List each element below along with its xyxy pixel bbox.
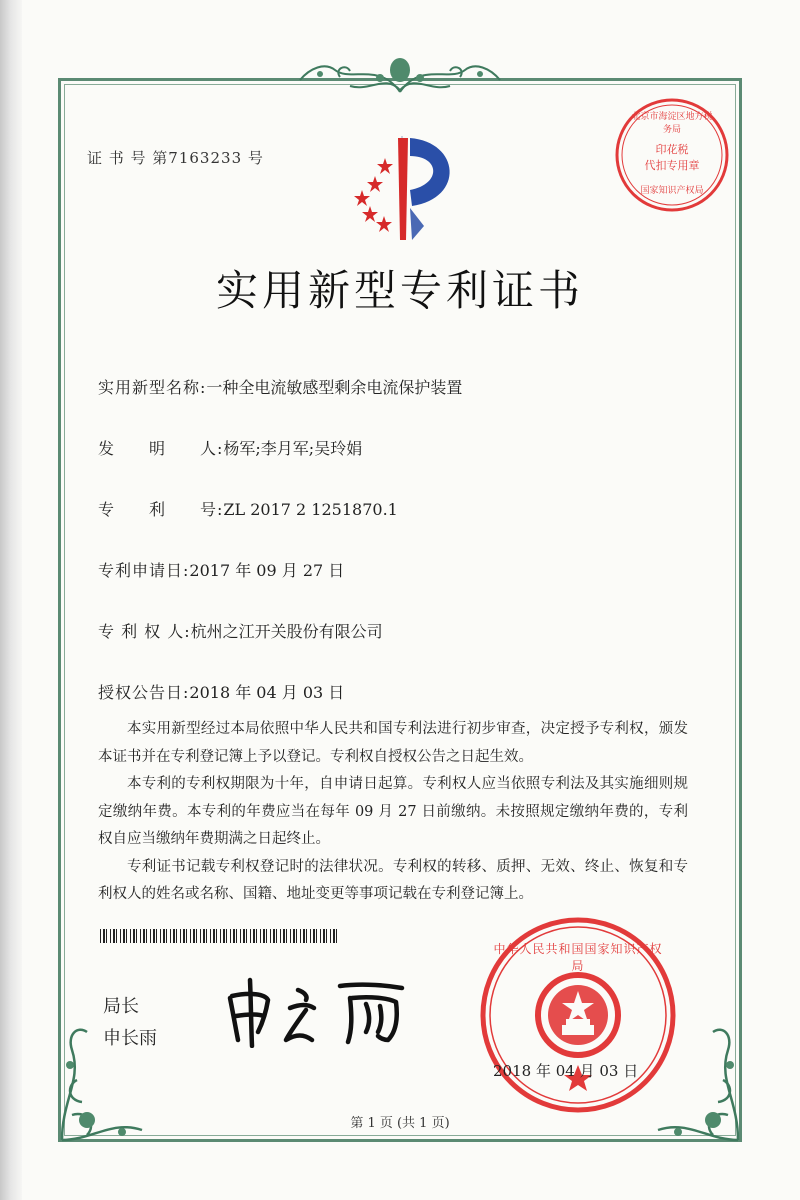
field-value: 一种全电流敏感型剩余电流保护装置 bbox=[206, 378, 463, 397]
stamp-duty-seal-text bbox=[612, 95, 732, 215]
field-label: 实用新型名称: bbox=[98, 378, 207, 397]
top-ornament bbox=[280, 52, 520, 102]
note-paragraph: 专利证书记载专利权登记时的法律状况。专利权的转移、质押、无效、终止、恢复和专利权人的姓名或名称、国籍、地址变更等事项记载在专利登记簿上。 bbox=[98, 858, 688, 902]
field-inventors bbox=[98, 436, 362, 459]
stamp-center-line1: 印花税 bbox=[655, 143, 689, 156]
field-label: 授权公告日: bbox=[98, 683, 190, 702]
field-utility-model-name bbox=[98, 375, 462, 398]
director-name: 申长雨 bbox=[103, 1028, 157, 1049]
certificate-notes bbox=[98, 716, 688, 909]
field-label: 专利申请日: bbox=[98, 561, 190, 580]
field-value: 2018 年 04 月 03 日 bbox=[189, 683, 345, 702]
director-title: 局长 bbox=[103, 996, 139, 1017]
field-grant-date bbox=[98, 680, 344, 703]
field-value: ZL 2017 2 1251870.1 bbox=[223, 500, 398, 519]
seal-text: 中华人民共和国国家知识产权局 bbox=[493, 942, 663, 973]
barcode bbox=[100, 929, 338, 943]
field-patent-number bbox=[98, 497, 398, 520]
note-paragraph: 本实用新型经过本局依照中华人民共和国专利法进行初步审查，决定授予专利权，颁发本证书并在专利登记簿上予以登记。专利权自授权公告之日起生效。 bbox=[98, 721, 688, 765]
director-signature bbox=[220, 968, 420, 1048]
note-paragraph: 本专利的专利权期限为十年，自申请日起算。专利权人应当依照专利法及其实施细则规定缴纳年费。本专利的年费应当在每年 09 月 27 日前缴纳。未按照规定缴纳年费的，专利权自应当缴纳年费期满之日起终止。 bbox=[98, 776, 688, 847]
field-patentee bbox=[98, 619, 383, 642]
stamp-ring-text: 北京市海淀区地方税务局 bbox=[631, 112, 713, 135]
issue-date: 2018 年 04 月 03 日 bbox=[493, 1062, 639, 1080]
field-value: 2017 年 09 月 27 日 bbox=[189, 561, 345, 580]
field-value: 杨军;李月军;吴玲娟 bbox=[223, 439, 363, 458]
page-number: 第 1 页 (共 1 页) bbox=[350, 1116, 450, 1131]
certificate-number: 证 书 号 第7163233 号 bbox=[87, 149, 264, 167]
field-value: 杭州之江开关股份有限公司 bbox=[190, 622, 383, 641]
page-title: 实用新型专利证书 bbox=[215, 266, 584, 315]
field-application-date bbox=[98, 558, 344, 581]
star-icons bbox=[354, 158, 393, 232]
field-label: 专 利 权 人: bbox=[98, 622, 191, 641]
scan-edge bbox=[0, 0, 22, 1200]
national-emblem-icon bbox=[538, 975, 618, 1055]
field-label: 发 明 人: bbox=[98, 439, 224, 458]
patent-office-logo bbox=[340, 128, 465, 243]
stamp-center-line2: 代扣专用章 bbox=[644, 159, 700, 172]
stamp-bottom-text: 国家知识产权局 bbox=[640, 186, 704, 196]
field-label: 专 利 号: bbox=[98, 500, 224, 519]
